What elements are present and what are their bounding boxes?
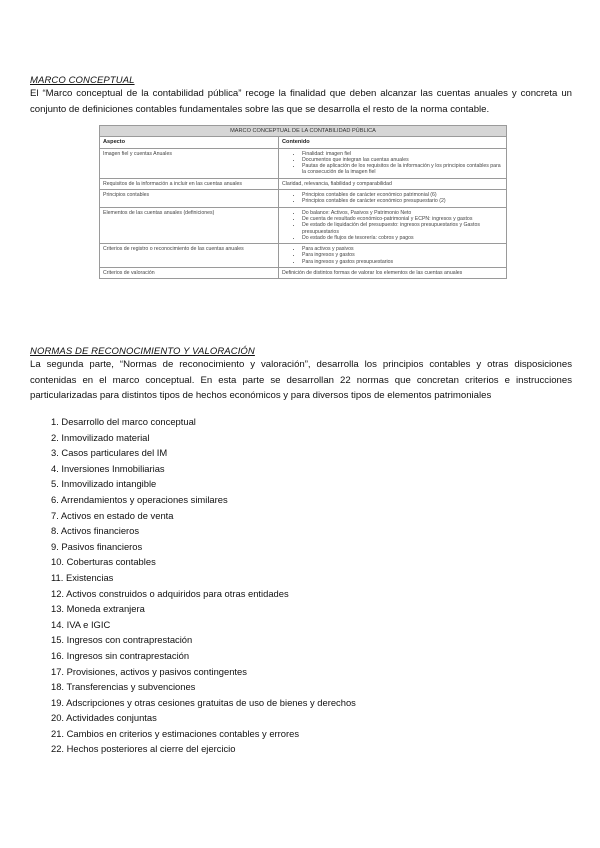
list-item: 2. Inmovilizado material	[51, 431, 150, 443]
table-bullet: • Para ingresos y gastos presupuestarios	[302, 259, 503, 265]
table-row	[100, 190, 507, 208]
table-cell-contenido	[279, 148, 507, 178]
table-header-contenido: Contenido	[279, 137, 507, 148]
table-cell-aspecto: Elementos de las cuentas anuales (definiciones)	[100, 207, 279, 243]
list-item: 13. Moneda extranjera	[51, 603, 145, 615]
table-cell-contenido	[279, 190, 507, 208]
list-item: 21. Cambios en criterios y estimaciones contables y errores	[51, 727, 300, 739]
list-item: 4. Inversiones Inmobiliarias	[51, 462, 165, 474]
table-row	[100, 178, 507, 189]
paragraph-marco-conceptual: El “Marco conceptual de la contabilidad pública” recoge la finalidad que deben alcanzar las cuentas anuales y concreta un conjunto de definiciones contables fundamentales sobre las que se desarrolla el resto de la norma contable.	[30, 88, 572, 115]
table-cell-contenido	[279, 207, 507, 243]
list-item: 3. Casos particulares del IM	[51, 447, 168, 459]
table-bullet: • De estado de liquidación del presupuesto: ingresos presupuestarios y Gastos presupuestarios	[302, 222, 503, 235]
table-row	[100, 148, 507, 178]
table-bullet: • Finalidad: imagen fiel	[302, 151, 503, 157]
list-item: 14. IVA e IGIC	[51, 618, 111, 630]
list-item: 8. Activos financieros	[51, 525, 140, 537]
list-item: 19. Adscripciones y otras cesiones gratuitas de uso de bienes y derechos	[51, 696, 356, 708]
table-bullet: • Documentos que integran las cuentas anuales	[302, 157, 503, 163]
normas-list	[51, 414, 356, 757]
section-heading-normas: NORMAS DE RECONOCIMIENTO Y VALORACIÓN	[30, 346, 255, 357]
list-item: 10. Coberturas contables	[51, 556, 156, 568]
table-bullet: • Para ingresos y gastos	[302, 252, 503, 258]
marco-conceptual-table	[99, 125, 507, 279]
section-heading-marco-conceptual: MARCO CONCEPTUAL	[30, 75, 135, 86]
list-item: 1. Desarrollo del marco conceptual	[51, 416, 196, 427]
table-bullet: • Pautas de aplicación de los requisitos de la información y los principios contables para la consecución de la imagen fiel	[302, 163, 503, 176]
table-row	[100, 244, 507, 268]
table-cell-contenido: Definición de distintos formas de valorar los elementos de las cuentas anuales	[279, 268, 507, 279]
list-item: 20. Actividades conjuntas	[51, 712, 157, 724]
table-cell-contenido	[279, 244, 507, 268]
list-item: 9. Pasivos financieros	[51, 540, 143, 552]
table-cell-aspecto: Principios contables	[100, 190, 279, 208]
table-cell-contenido: Claridad, relevancia, fiabilidad y comparabilidad	[279, 178, 507, 189]
list-item: 12. Activos construidos o adquiridos para otras entidades	[51, 587, 289, 599]
list-item: 15. Ingresos con contraprestación	[51, 634, 193, 646]
table-row	[100, 268, 507, 279]
list-item: 22. Hechos posteriores al cierre del ejercicio	[51, 743, 236, 755]
table-cell-aspecto: Requisitos de la información a incluir en las cuentas anuales	[100, 178, 279, 189]
table-bullet: • Principios contables de carácter económico presupuestario (2)	[302, 198, 503, 204]
table-bullet: • Principios contables de carácter económico patrimonial (6)	[302, 192, 503, 198]
table-bullet: • De cuenta de resultado económico-patrimonial y ECPN: ingresos y gastos	[302, 216, 503, 222]
list-item: 17. Provisiones, activos y pasivos contingentes	[51, 665, 247, 677]
table-cell-aspecto: Criterios de valoración	[100, 268, 279, 279]
paragraph-normas: La segunda parte, “Normas de reconocimiento y valoración”, desarrolla los principios contables y otras disposiciones contenidas en el marco conceptual. En esta parte se desarrollan 22 normas que concretan criterios e instrucciones particularizadas para distintos tipos de hechos económicos y para diversos tipos de elementos patrimoniales	[30, 359, 572, 401]
list-item: 18. Transferencias y subvenciones	[51, 681, 196, 693]
list-item: 5. Inmovilizado intangible	[51, 478, 157, 490]
table-bullet: • Para activos y pasivos	[302, 246, 503, 252]
list-item: 11. Existencias	[51, 571, 114, 583]
table-bullet: • Do balance: Activos, Pasivos y Patrimonio Neto	[302, 210, 503, 216]
table-cell-aspecto: Imagen fiel y cuentas Anuales	[100, 148, 279, 178]
table-cell-aspecto: Criterios de registro o reconocimiento de las cuentas anuales	[100, 244, 279, 268]
table-title: MARCO CONCEPTUAL DE LA CONTABILIDAD PÚBLICA	[100, 126, 507, 137]
list-item: 7. Activos en estado de venta	[51, 509, 174, 521]
table-bullet: • Do estado de flujos de tesorería: cobros y pagos	[302, 235, 503, 241]
table-header-aspecto: Aspecto	[100, 137, 279, 148]
table-row	[100, 207, 507, 243]
list-item: 6. Arrendamientos y operaciones similares	[51, 493, 228, 505]
list-item: 16. Ingresos sin contraprestación	[51, 649, 190, 661]
